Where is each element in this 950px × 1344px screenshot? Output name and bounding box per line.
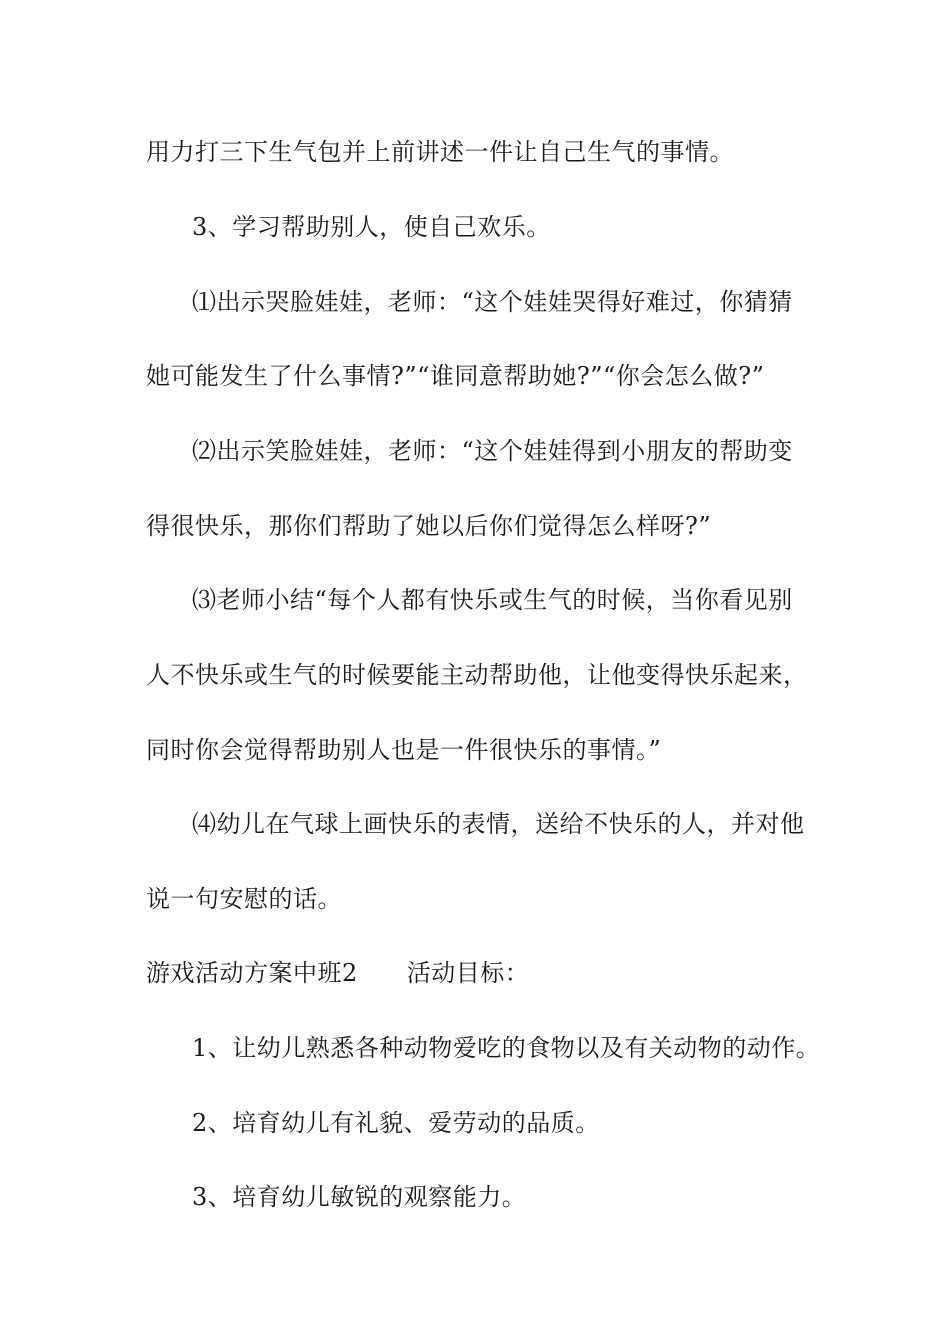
section-title: 游戏活动方案中班2 活动目标： [146, 959, 530, 987]
paragraph-line: ⑶老师小结“每个人都有快乐或生气的时候，当你看见别 [192, 586, 793, 614]
list-item: 2、培育幼儿有礼貌、爱劳动的品质。 [192, 1109, 600, 1137]
paragraph-line: 人不快乐或生气的时候要能主动帮助他，让他变得快乐起来， [146, 661, 808, 689]
list-item: 3、培育幼儿敏锐的观察能力。 [192, 1183, 527, 1211]
paragraph-line: ⑴出示哭脸娃娃，老师：“这个娃娃哭得好难过，你猜猜 [192, 288, 793, 316]
paragraph-line: 用力打三下生气包并上前讲述一件让自己生气的事情。 [146, 138, 734, 166]
paragraph-line: ⑷幼儿在气球上画快乐的表情，送给不快乐的人，并对他 [192, 810, 805, 838]
paragraph-line: 说一句安慰的话。 [146, 885, 342, 913]
section-heading: 3、学习帮助别人，使自己欢乐。 [192, 213, 551, 241]
paragraph-line: 得很快乐，那你们帮助了她以后你们觉得怎么样呀?” [146, 512, 712, 540]
paragraph-line: 同时你会觉得帮助别人也是一件很快乐的事情。” [146, 736, 662, 764]
list-item: 1、让幼儿熟悉各种动物爱吃的食物以及有关动物的动作。 [192, 1034, 821, 1062]
paragraph-line: ⑵出示笑脸娃娃，老师：“这个娃娃得到小朋友的帮助变 [192, 437, 793, 465]
paragraph-line: 她可能发生了什么事情?”“谁同意帮助她?”“你会怎么做?” [146, 362, 765, 390]
